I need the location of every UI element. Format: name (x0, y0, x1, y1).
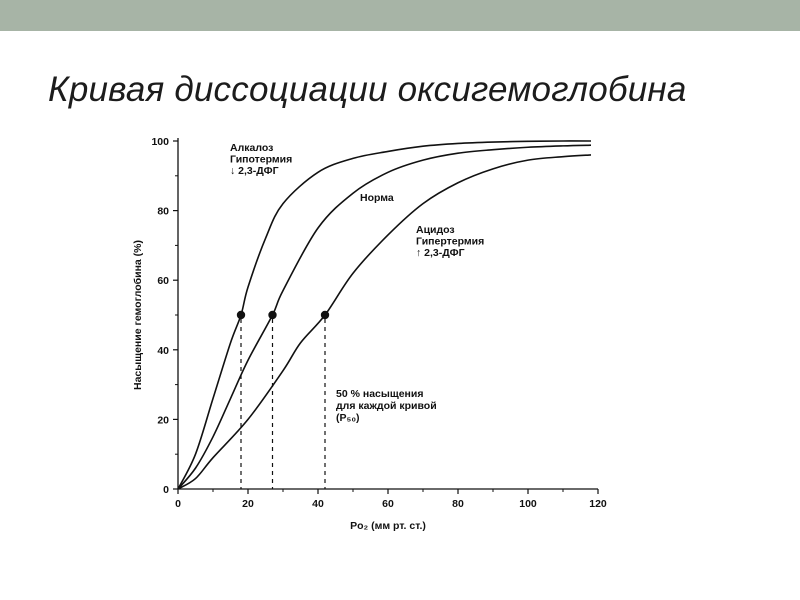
x-axis-title: Po₂ (мм рт. ст.) (350, 520, 426, 532)
x-tick-label: 20 (242, 498, 254, 510)
curve-labels (230, 142, 484, 424)
slide-title: Кривая диссоциации оксигемоглобина (48, 70, 687, 109)
curve-label-alkalosis: Гипотермия (230, 153, 293, 166)
p50-annotation-line: 50 % насыщения (336, 388, 424, 400)
curve-label-alkalosis: ↓ 2,3-ДФГ (230, 165, 279, 177)
p50-point-normal (268, 311, 276, 319)
curve-label-acidosis: Ацидоз (416, 224, 455, 236)
x-tick-label: 0 (175, 498, 181, 510)
x-tick-label: 100 (519, 498, 537, 510)
y-axis-title: Насыщение гемоглобина (%) (132, 239, 144, 391)
x-tick-label: 120 (589, 498, 607, 510)
curve-label-alkalosis: Алкалоз (230, 142, 274, 154)
p50-annotation-symbol: (P₅₀) (336, 412, 360, 424)
x-tick-label: 80 (452, 498, 464, 510)
y-tick-label: 60 (157, 275, 169, 288)
x-tick-label: 40 (312, 498, 324, 510)
p50-point-acidosis (321, 311, 329, 319)
curve-acidosis (178, 155, 591, 489)
p50-markers (237, 311, 329, 489)
x-tick-label: 60 (382, 498, 394, 510)
y-tick-label: 80 (157, 205, 169, 218)
y-tick-label: 100 (151, 136, 169, 148)
curve-label-acidosis: ↑ 2,3-ДФГ (416, 247, 465, 259)
p50-point-alkalosis (237, 311, 245, 319)
curve-label-acidosis: Гипертермия (416, 235, 485, 248)
y-tick-label: 20 (157, 414, 169, 427)
curve-label-normal: Норма (360, 192, 394, 204)
y-tick-label: 0 (163, 484, 169, 496)
y-tick-label: 40 (157, 344, 169, 357)
p50-annotation-line: для каждой кривой (336, 400, 437, 412)
